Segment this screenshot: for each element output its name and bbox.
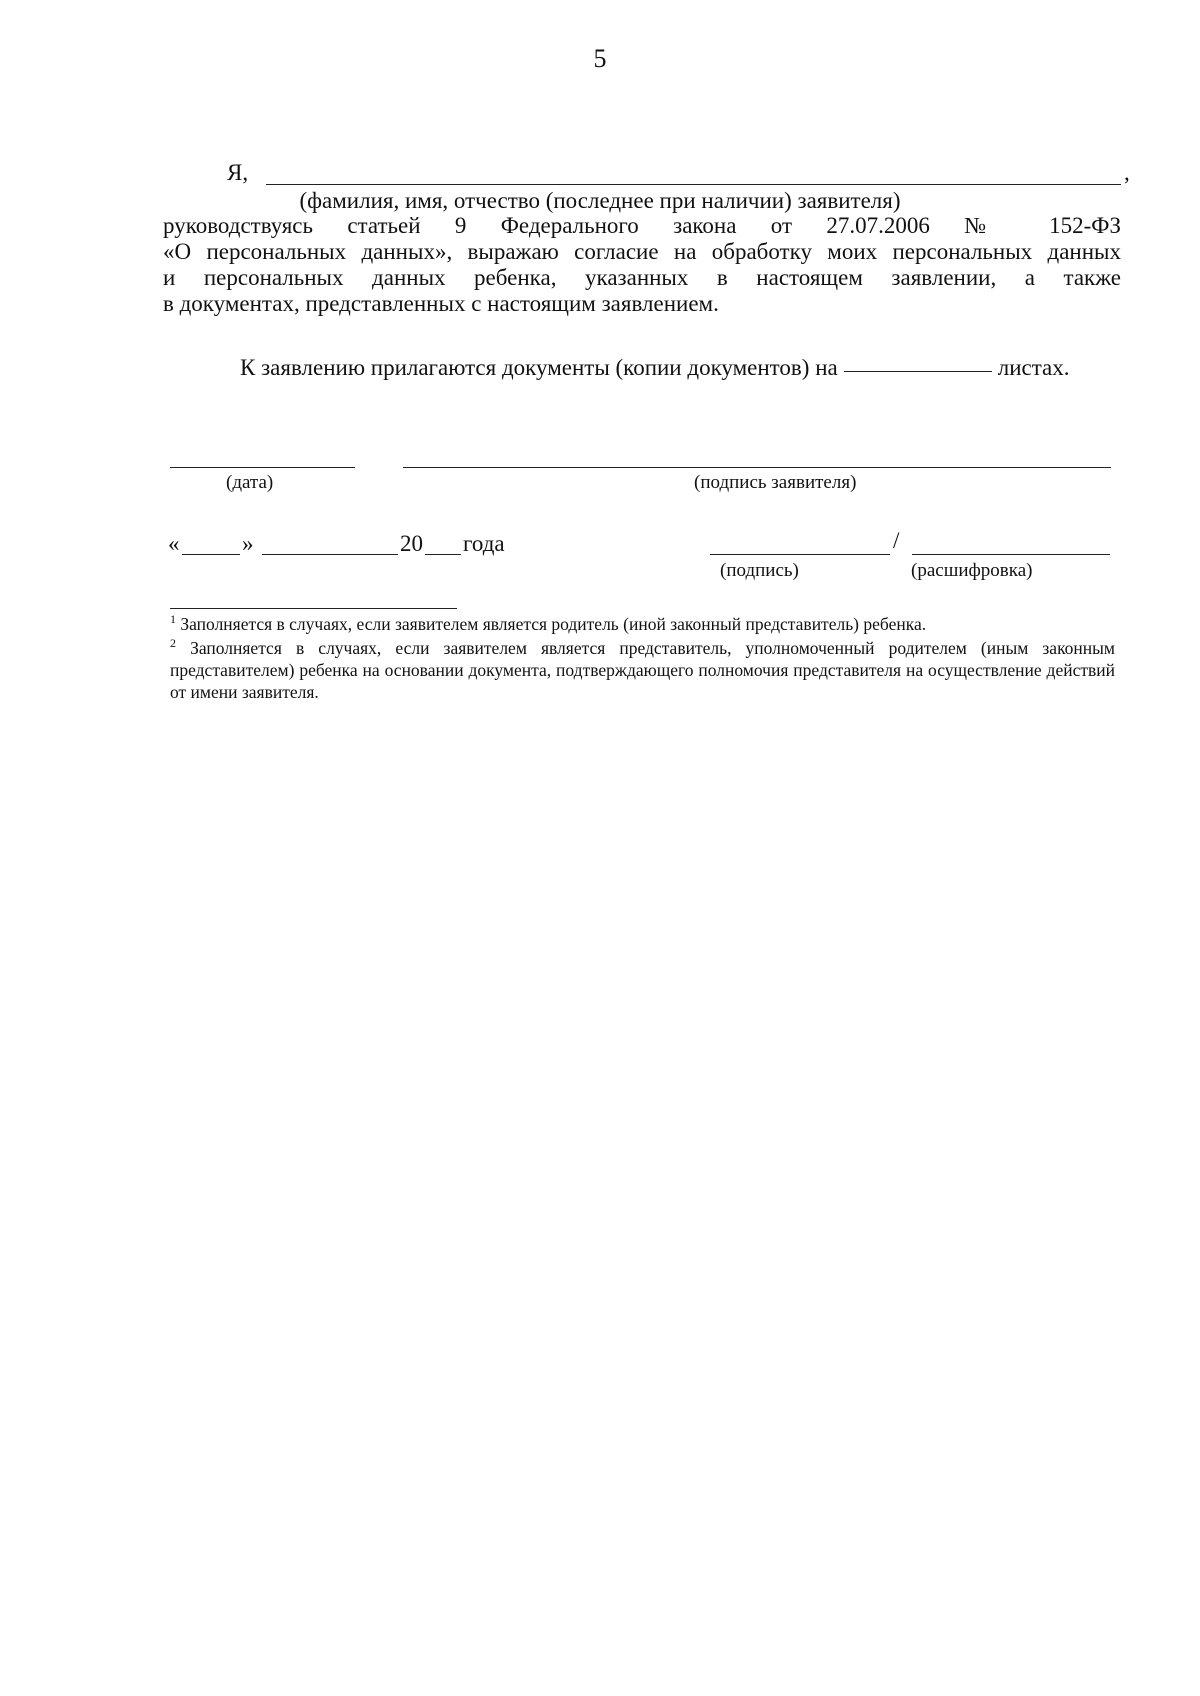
year-suffix: года [463,531,505,556]
consent-line-3: и персональных данных ребенка, указанных в настоящем заявлении, а также [163,265,1121,290]
sheets-count-field[interactable] [844,371,992,372]
sign-caption: (подпись) [720,560,799,581]
signature-caption: (подпись заявителя) [694,472,857,493]
attachments-suffix: листах. [997,355,1070,380]
consent-line-1: руководствуясь статьей 9 Федерального закона от 27.07.2006 № 152-ФЗ [163,213,1121,238]
date-caption: (дата) [226,472,274,493]
consent-line-2: «О персональных данных», выражаю согласие на обработку моих персональных данных [163,239,1121,264]
footnote-1 [170,613,1115,635]
year-prefix: 20 [400,531,423,556]
year-field[interactable] [425,554,461,555]
slash: / [893,528,900,553]
footnote-2 [170,637,1115,703]
applicant-name-field[interactable] [266,184,1121,185]
month-field[interactable] [262,554,398,555]
footnote-rule [170,608,457,609]
footnote-2-text: Заполняется в случаях, если заявителем является представитель, уполномоченный родителем (иным законным представителем) ребенка на основании документа, подтверждающего полномочия представителя на осуществление действий от имени заявителя. [170,638,1115,702]
page-number: 5 [593,44,607,73]
decode-caption: (расшифровка) [911,560,1033,581]
footnote-2-mark: 2 [170,636,176,651]
date-field[interactable] [170,467,355,468]
attachments-line [240,355,1070,381]
applicant-signature-field[interactable] [403,467,1111,468]
consent-line-4: в документах, представленных с настоящим заявлением. [163,291,719,316]
open-quote: « [168,531,180,556]
day-field[interactable] [182,554,240,555]
ya-label: Я, [227,160,249,185]
ya-comma: , [1124,160,1130,185]
sign-field[interactable] [710,554,890,555]
fio-caption: (фамилия, имя, отчество (последнее при наличии) заявителя) [299,188,901,213]
footnote-1-mark: 1 [170,612,176,627]
close-quote: » [242,531,254,556]
decode-field[interactable] [912,554,1110,555]
attachments-prefix: К заявлению прилагаются документы (копии документов) на [240,355,838,380]
footnote-1-text: Заполняется в случаях, если заявителем является родитель (иной законный представитель) ребенка. [180,614,927,634]
